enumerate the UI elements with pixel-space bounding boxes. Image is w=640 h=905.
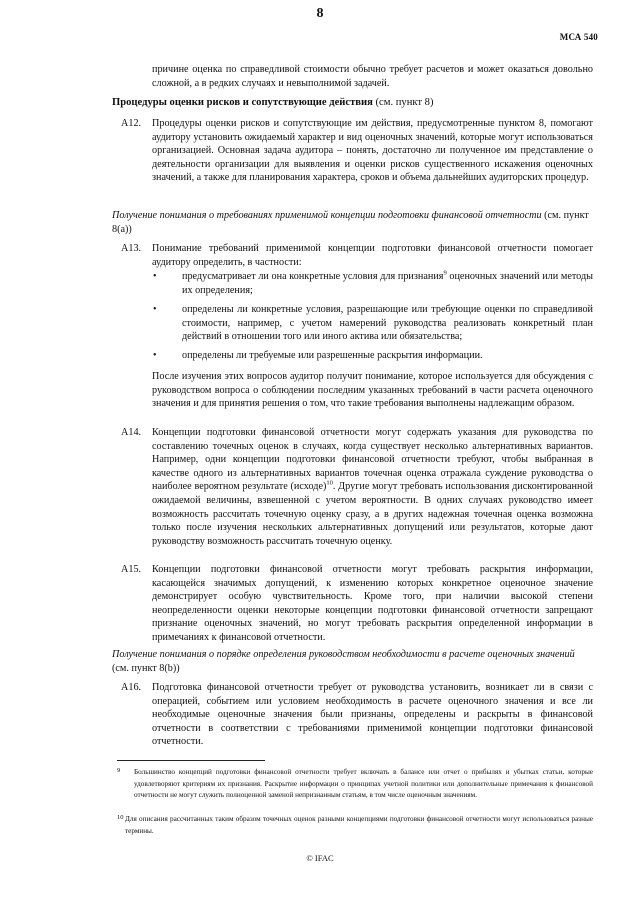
footnote-ref-9: 9 [443, 269, 447, 277]
subheading-framework-ref: (см. пункт 8(a)) [112, 210, 589, 235]
paragraph-a13: Понимание требований применимой концепции подготовки финансовой отчетности помогает аудитору определить, в частности: [152, 243, 593, 268]
bullet-marker: • [153, 304, 157, 315]
footnote-9: Большинство концепций подготовки финансовой отчетности требует включать в балансе или отчет о прибылях и убытках статьи, которые удовлетворяют критериям их признания. Раскрытие информации о принципах учетной политики или дополнительные примечания к финансовой отчетности не могут служить полноценной заменой непризнанным статьям, в том числе оценочным значениям. [134, 768, 593, 800]
subheading-necessity-text: Получение понимания о порядке определения руководством необходимости в расчете оценочных значений [112, 649, 575, 660]
section-heading [112, 97, 433, 108]
paragraph-a15: Концепции подготовки финансовой отчетности могут требовать раскрытия информации, касающейся значимых допущений, к изменению которых конкретное оценочное значение демонстрирует особую чувствительность. Кроме того, при наличии высокой степени неопределенности оценки некоторые концепции подготовки финансовой отчетности запрещают признание оценочных значений, но могут требовать раскрытия определенной информации в примечаниях к финансовой отчетности. [152, 564, 593, 643]
paragraph-number-a12: A12. [121, 118, 142, 129]
paragraph-a14: Концепции подготовки финансовой отчетности могут содержать указания для руководства по составлению точечных оценок в случаях, когда существует несколько альтернативных вариантов. Например, одни концепции подготовки финансовой отчетности требуют, чтобы выбранная в качестве одного из альтернативных вариантов точечная оценка отражала суждение руководства о наиболее вероятном результате (исходе)$^{10}$. Другие могут требовать использования дисконтированной ожидаемой величины, взвешенной с учетом вероятности. В одних случаях руководство имеет возможность рассчитать точечную оценку сразу, а в других надежная точечная оценка возможна только после изучения нескольких альтернативных допущений или результатов, которые дают руководству возможность рассчитать точечную оценку. [152, 427, 593, 547]
subheading-framework-text: Получение понимания о требованиях применимой концепции подготовки финансовой отчетности [112, 210, 542, 221]
subheading-framework [112, 209, 593, 236]
footnote-number: 10 [117, 814, 124, 821]
paragraph-number-a16: A16. [121, 682, 142, 693]
section-heading-text: Процедуры оценки рисков и сопутствующие действия [112, 97, 373, 108]
bullet-item-disclosures: определены ли требуемые или разрешенные раскрытия информации. [182, 350, 483, 361]
subheading-necessity-ref: (см. пункт 8(b)) [112, 662, 180, 674]
paragraph-number-a15: A15. [121, 564, 142, 575]
bullet-marker: • [153, 271, 157, 282]
bullet-marker: • [153, 350, 157, 361]
subheading-necessity [112, 648, 593, 675]
paragraph-number-a13: A13. [121, 243, 142, 254]
bullet-item-fair-value: определены ли конкретные условия, разрешающие или требующие оценки по справедливой стоимости, например, с учетом намерений руководства реализовать конкретный план действий в отношении того или иного актива или обязательства; [182, 304, 593, 343]
section-heading-ref: (см. пункт 8) [372, 97, 434, 108]
page-number: 8 [316, 6, 324, 21]
footnote-number: 9 [117, 767, 121, 774]
paragraph-a16: Подготовка финансовой отчетности требует от руководства установить, возникает ли в связи с операцией, событием или условием необходимость в расчете оценочного значения и все ли необходимые оценочные значения были признаны, определены и раскрыты в финансовой отчетности в соответствии с требованиями применимой концепции подготовки финансовой отчетности. [152, 682, 593, 748]
document-id: МСА 540 [559, 32, 598, 42]
footnote-10: Для описания рассчитанных таким образом точечных оценок разными концепциями подготовки финансовой отчетности могут использоваться разные термины. [125, 815, 593, 835]
footnote-ref-10: 10 [326, 479, 333, 487]
bullet-item-recognition: предусматривает ли она конкретные условия для признания$^9$ оценочных значений или методы их определения; [182, 269, 593, 296]
footnote-separator [117, 760, 265, 761]
paragraph-number-a14: A14. [121, 427, 142, 438]
copyright-footer: © IFAC [306, 853, 334, 863]
paragraph-a12: Процедуры оценки рисков и сопутствующие им действия, предусмотренные пунктом 8, помогают аудитору установить ожидаемый характер и вид оценочных значений, которые могут использоваться организацией. Основная задача аудитора – понять, достаточно ли полученное им представление о деятельности организации для выявления и оценки рисков существенного искажения оценочных значений, а также для планирования характера, сроков и объема дальнейших аудиторских процедур. [152, 118, 593, 184]
paragraph-a13-closing: После изучения этих вопросов аудитор получит понимание, которое используется для обсуждения с руководством вопроса о соблюдении последним указанных требований в части расчета оценочного значения и для принятия решения о том, что такие требования выполнены надлежащим образом. [152, 371, 593, 410]
top-paragraph: причине оценка по справедливой стоимости обычно требует расчетов и может оказаться довольно сложной, а в редких случаях и невыполнимой задачей. [152, 64, 593, 89]
